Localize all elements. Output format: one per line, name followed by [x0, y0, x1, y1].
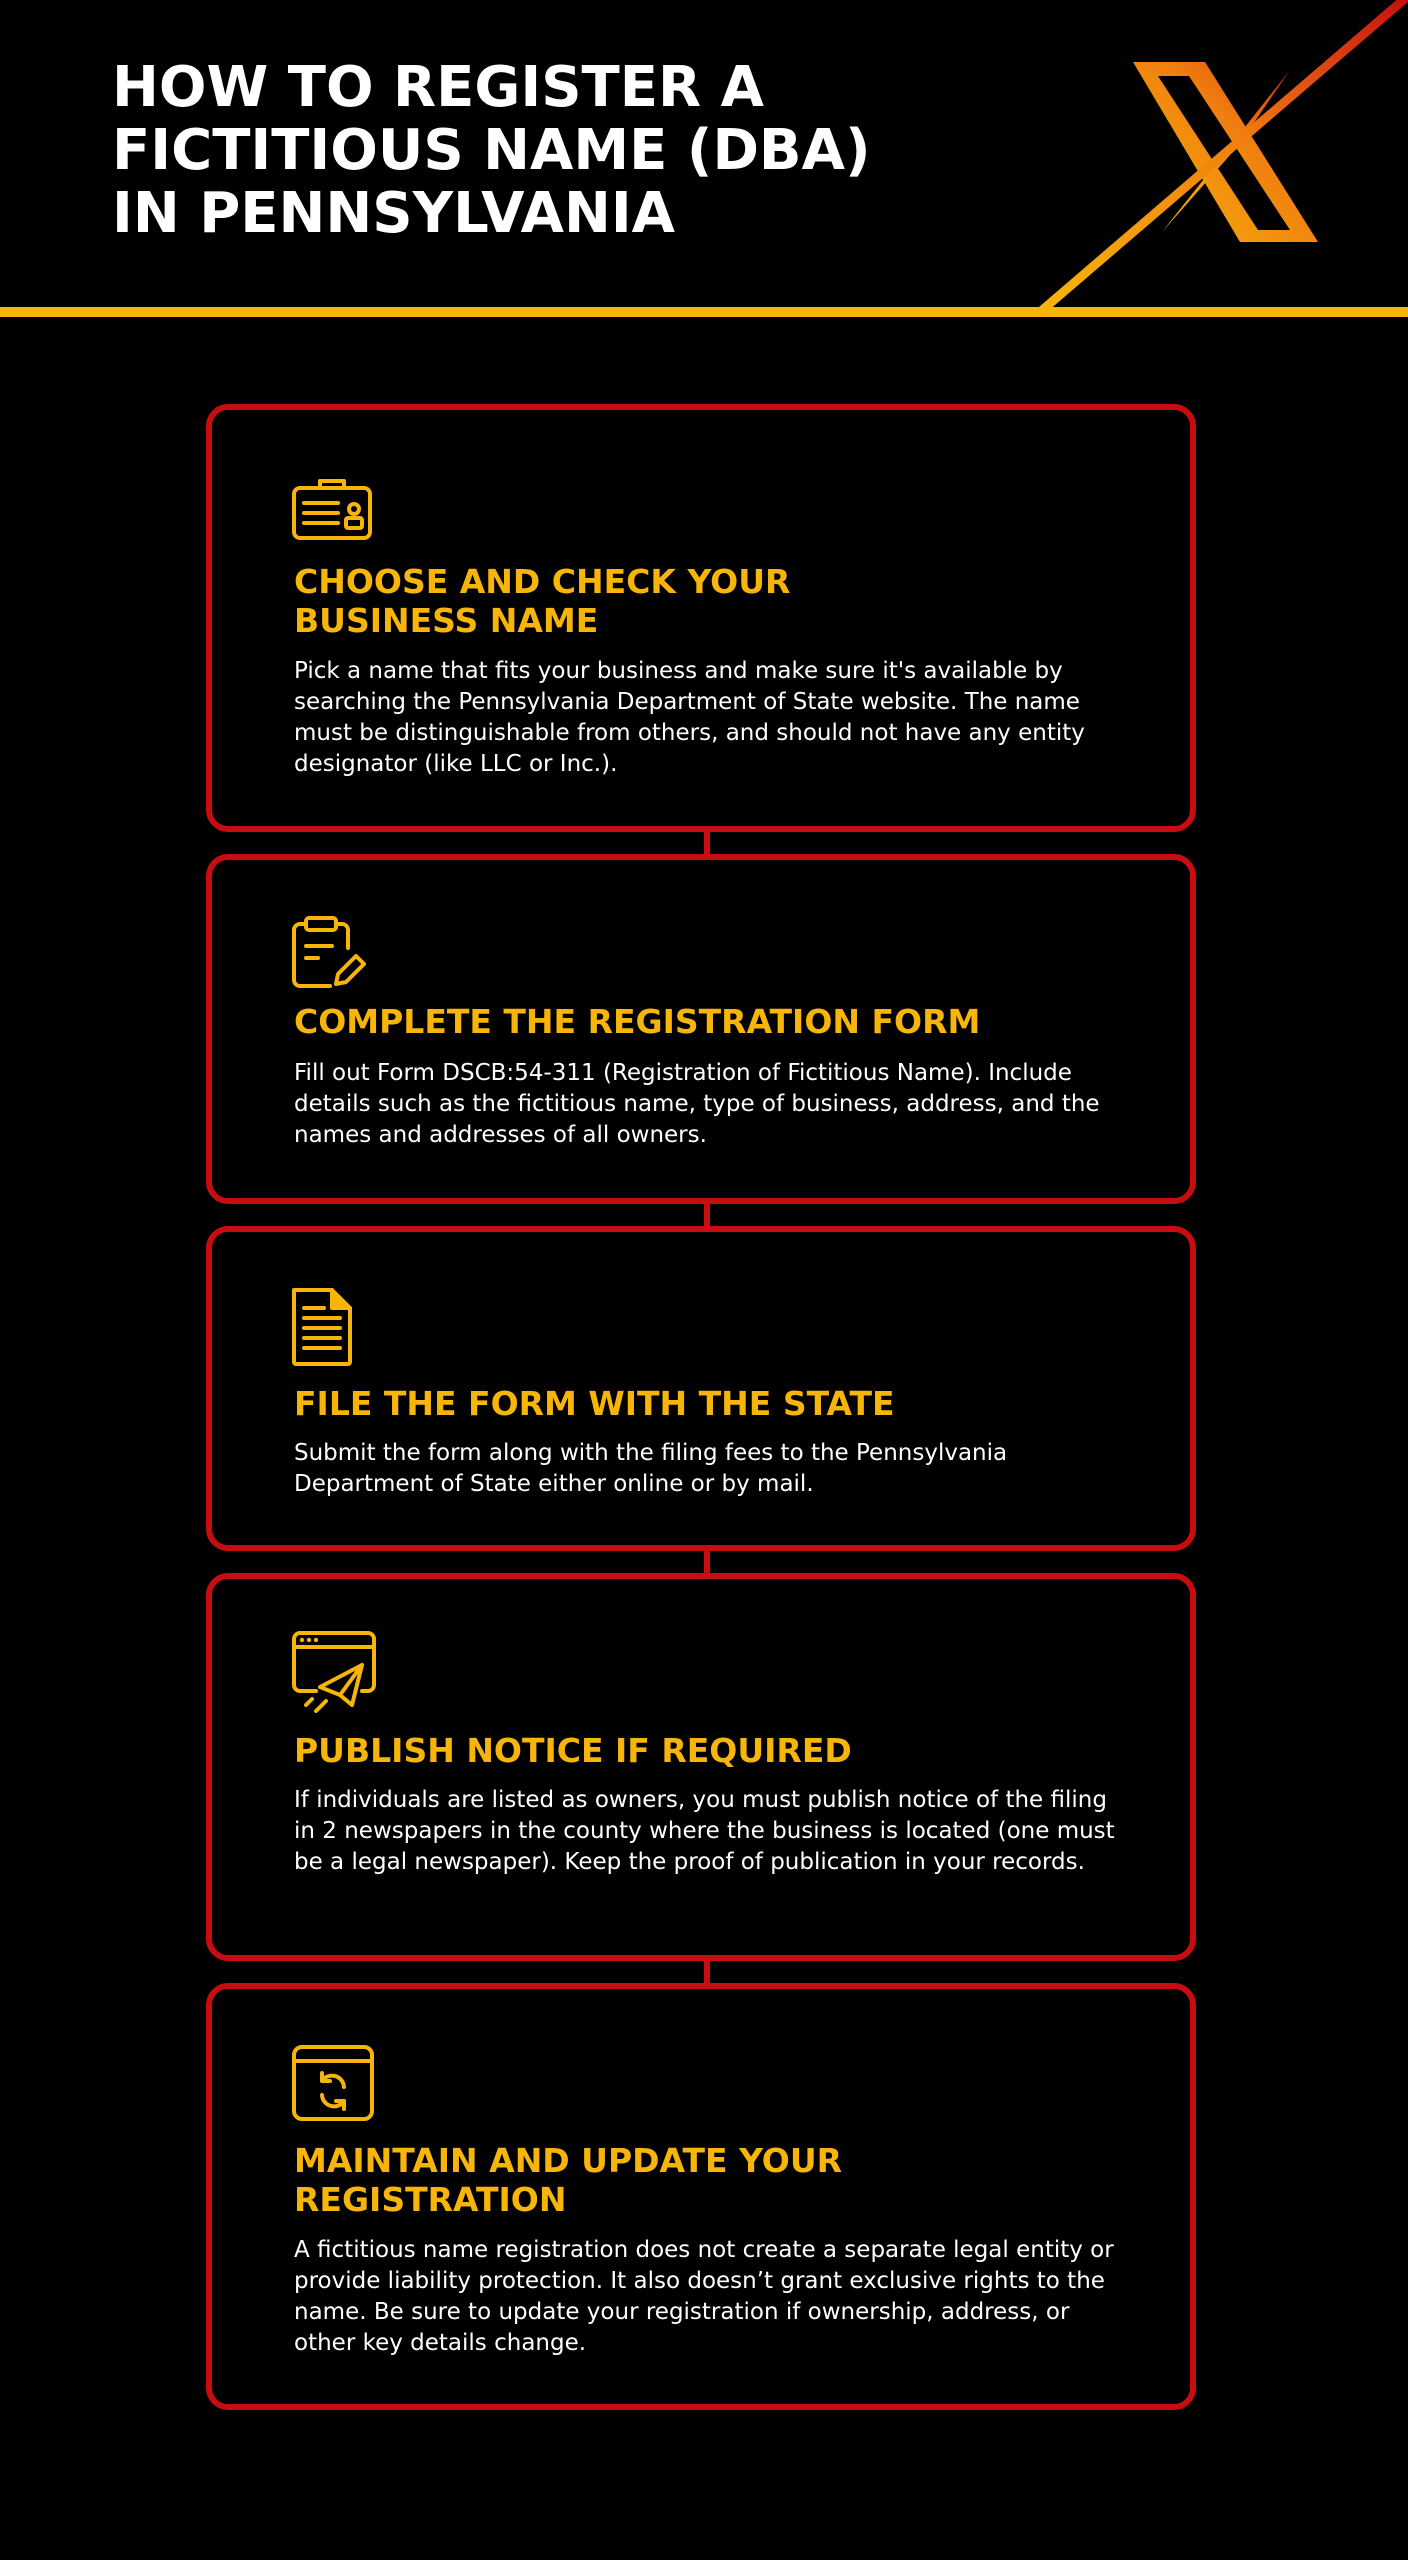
step-title: PUBLISH NOTICE IF REQUIRED — [294, 1731, 852, 1770]
step-card-4 — [206, 1573, 1196, 1961]
step-description: Pick a name that fits your business and make sure it's available by searching the Pennsylvania Department of State website. The name must be distinguishable from others, and should not have any entity designator (like LLC or Inc.). — [294, 658, 1085, 777]
step-card-3 — [206, 1226, 1196, 1551]
page-title: HOW TO REGISTER A FICTITIOUS NAME (DBA) IN PENNSYLVANIA — [112, 55, 871, 246]
step-description: A fictitious name registration does not create a separate legal entity or provide liability protection. It also doesn’t grant exclusive rights to the name. Be sure to update your registration if ownership, address, or other key details change. — [294, 2237, 1114, 2356]
step-description: Fill out Form DSCB:54-311 (Registration of Fictitious Name). Include details such as the fictitious name, type of business, address, and the names and addresses of all owners. — [294, 1060, 1100, 1148]
browser-paper-plane-icon — [290, 1629, 380, 1717]
step-title: FILE THE FORM WITH THE STATE — [294, 1384, 895, 1423]
id-card-icon — [290, 476, 376, 542]
step-connector — [704, 1202, 710, 1226]
step-card-1 — [206, 404, 1196, 832]
step-connector — [704, 830, 710, 854]
step-title: CHOOSE AND CHECK YOUR BUSINESS NAME — [294, 562, 791, 640]
step-card-5 — [206, 1983, 1196, 2410]
clipboard-edit-icon — [290, 914, 366, 992]
step-description: If individuals are listed as owners, you must publish notice of the filing in 2 newspapers in the county where the business is located (one must be a legal newspaper). Keep the proof of publication in your records. — [294, 1787, 1115, 1875]
window-refresh-icon — [290, 2043, 376, 2123]
step-connector — [704, 1959, 710, 1983]
step-title: MAINTAIN AND UPDATE YOUR REGISTRATION — [294, 2141, 843, 2219]
document-icon — [290, 1286, 354, 1368]
step-connector — [704, 1549, 710, 1573]
step-description: Submit the form along with the filing fees to the Pennsylvania Department of State either online or by mail. — [294, 1440, 1008, 1497]
step-title: COMPLETE THE REGISTRATION FORM — [294, 1002, 981, 1041]
step-card-2 — [206, 854, 1196, 1204]
